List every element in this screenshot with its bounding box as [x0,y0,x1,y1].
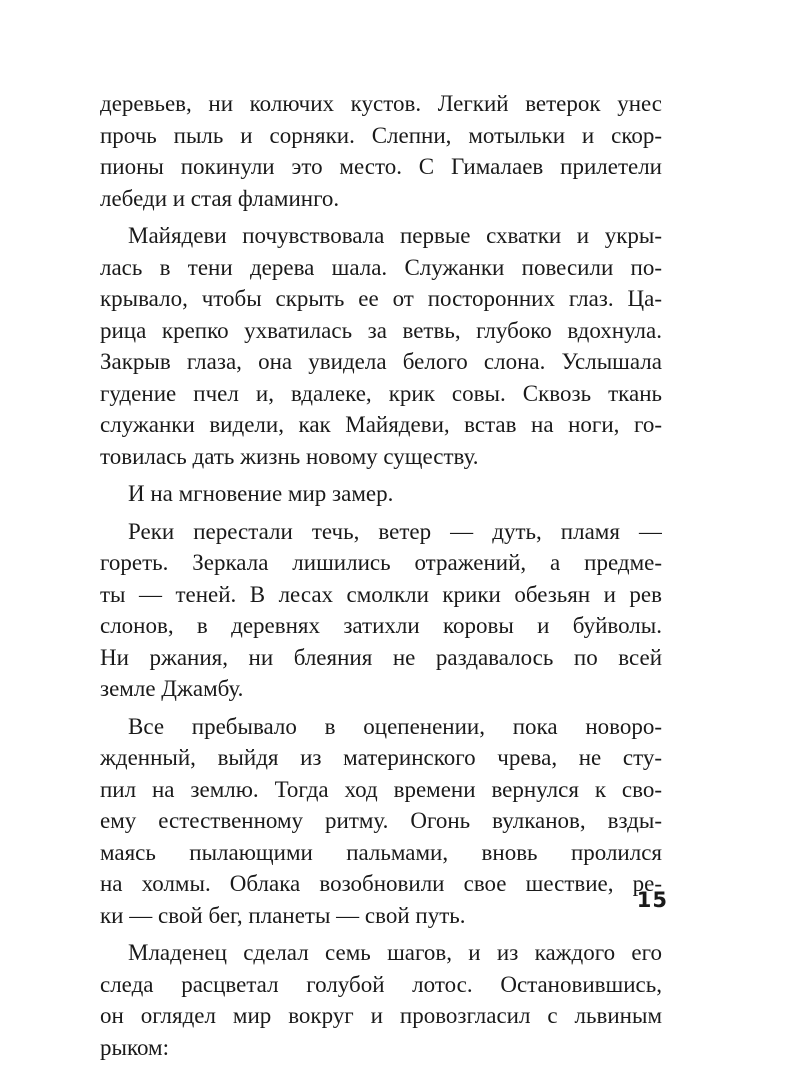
text-line: крывало, чтобы скрыть ее от посторонних глаз. Ца- [100,286,662,311]
text-line: ему естественному ритму. Огонь вулканов, взды- [100,808,662,833]
paragraph-4 [100,516,662,705]
text-line: Майядеви почувствовала первые схватки и укры- [128,223,662,248]
text-line: прочь пыль и сорняки. Слепни, мотыльки и скор- [100,122,662,148]
text-line: гудение пчел и, вдалеке, крик совы. Сквозь ткань [100,380,662,406]
text-line: Младенец сделал семь шагов, и из каждого его [128,940,662,965]
text-line: гореть. Зеркала лишились отражений, а предме- [100,550,662,575]
paragraph-1 [100,88,662,214]
text-line: земле Джамбу. [100,676,244,701]
text-line: Все пребывало в оцепенении, пока новоро- [128,713,662,739]
text-line: И на мгновение мир замер. [128,481,394,506]
text-line: ки — свой бег, планеты — свой путь. [100,902,466,928]
text-line: товилась дать жизнь новому существу. [100,443,479,469]
text-line: служанки видели, как Майядеви, встав на ноги, го- [100,412,662,437]
page-number: 15 [636,888,668,912]
text-line: Ни ржания, ни блеяния не раздавалось по всей [100,644,662,670]
paragraph-2 [100,220,662,472]
text-line: пил на землю. Тогда ход времени вернулся к сво- [100,776,662,802]
text-line: рица крепко ухватилась за ветвь, глубоко вдохнула. [100,317,662,343]
text-line: Реки перестали течь, ветер — дуть, пламя — [128,518,662,544]
text-line: Закрыв глаза, она увидела белого слона. Услышала [100,349,662,374]
text-line: ты — теней. В лесах смолкли крики обезьян и рев [100,581,662,607]
text-line: деревьев, ни колючих кустов. Легкий ветерок унес [100,91,662,116]
text-line: слонов, в деревнях затихли коровы и буйволы. [100,613,662,638]
text-block [100,88,662,1069]
text-line: жденный, выйдя из материнского чрева, не сту- [100,745,662,770]
text-line: он оглядел мир вокруг и провозгласил с львиным [100,1003,662,1028]
text-line: на холмы. Облака возобновили свое шествие, ре- [100,871,662,896]
text-line: маясь пылающими пальмами, вновь пролился [100,839,662,865]
paragraph-6 [100,937,662,1063]
text-line: лебеди и стая фламинго. [100,185,340,211]
text-line: рыком: [100,1034,169,1060]
text-line: лась в тени дерева шала. Служанки повесили по- [100,254,662,280]
text-line: следа расцветал голубой лотос. Остановившись, [100,971,662,997]
text-line: пионы покинули это место. С Гималаев прилетели [100,154,662,179]
paragraph-3 [100,478,662,510]
paragraph-5 [100,711,662,932]
